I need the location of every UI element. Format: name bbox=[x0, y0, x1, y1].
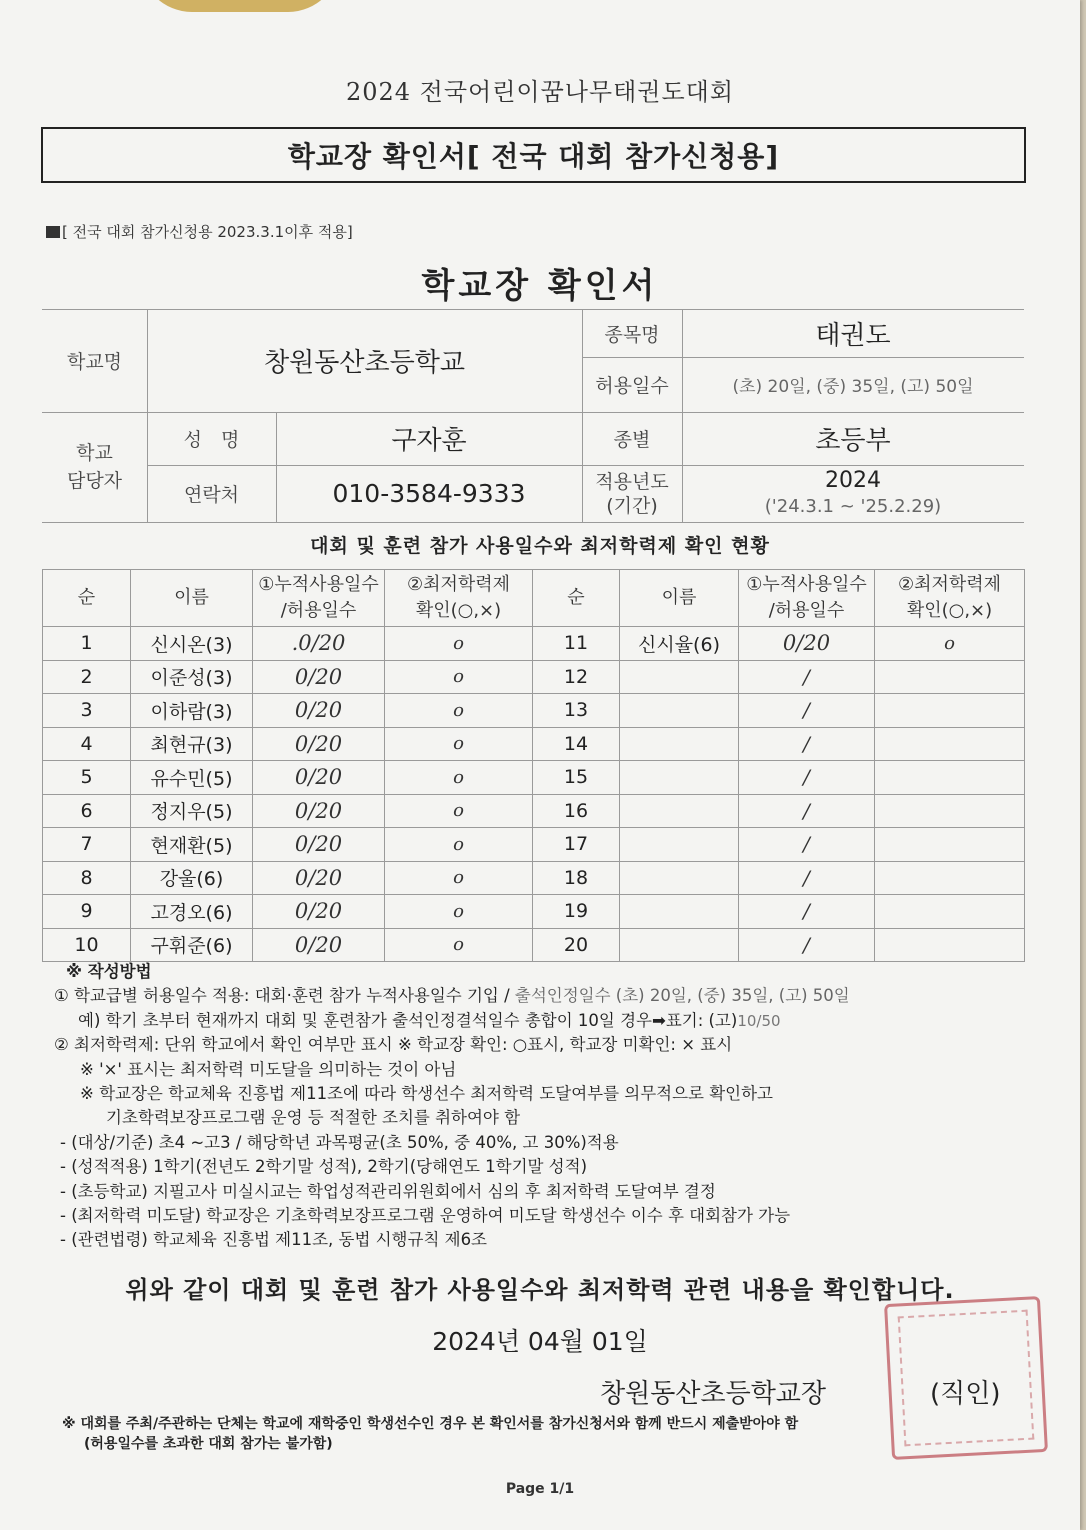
row-mark bbox=[875, 794, 1025, 828]
name-label: 성 명 bbox=[183, 429, 240, 451]
event-title: 2024 전국어린이꿈나무태권도대회 bbox=[345, 78, 735, 106]
row-days: / bbox=[739, 895, 875, 929]
row-days: / bbox=[739, 727, 875, 761]
table-row bbox=[43, 861, 1025, 895]
footnote: ※ 대회를 주최/주관하는 단체는 학교에 재학중인 학생선수인 경우 본 확인서를 참가신청서와 함께 반드시 제출받아야 함 (허용일수를 초과한 대회 참가는 불가함) bbox=[62, 1416, 799, 1452]
row-no: 2 bbox=[43, 660, 131, 694]
row-mark: o bbox=[385, 627, 533, 661]
row-name: 이하람(3) bbox=[131, 694, 253, 728]
instructions bbox=[54, 960, 1044, 1253]
header-name: 이름 bbox=[620, 570, 739, 627]
table-row bbox=[43, 828, 1025, 862]
row-no: 9 bbox=[43, 895, 131, 929]
year-value: 2024 bbox=[825, 467, 881, 493]
row-name bbox=[620, 828, 739, 862]
category-value: 초등부 bbox=[815, 426, 891, 456]
note-line: 예) 학기 초부터 현재까지 대회 및 훈련참가 출석인정결석일수 총합이 10일 경우➡표기: (고)10/50 bbox=[78, 1010, 781, 1030]
note-line: - (대상/기준) 초4 ~고3 / 해당학년 과목평균(초 50%, 중 40%, 고 30%)적용 bbox=[60, 1132, 619, 1152]
row-days: 0/20 bbox=[253, 727, 385, 761]
row-name bbox=[620, 727, 739, 761]
row-name: 고경오(6) bbox=[131, 895, 253, 929]
row-mark bbox=[875, 828, 1025, 862]
table-row bbox=[43, 928, 1025, 962]
row-days: 0/20 bbox=[739, 627, 875, 661]
row-days: 0/20 bbox=[253, 694, 385, 728]
row-mark bbox=[875, 761, 1025, 795]
row-no: 14 bbox=[533, 727, 620, 761]
row-name: 유수민(5) bbox=[131, 761, 253, 795]
row-no: 7 bbox=[43, 828, 131, 862]
notes-heading: ※ 작성방법 bbox=[66, 962, 152, 981]
row-days: 0/20 bbox=[253, 794, 385, 828]
row-no: 16 bbox=[533, 794, 620, 828]
row-no: 19 bbox=[533, 895, 620, 929]
row-mark bbox=[875, 660, 1025, 694]
row-name bbox=[620, 861, 739, 895]
row-days: 0/20 bbox=[253, 928, 385, 962]
row-mark bbox=[875, 928, 1025, 962]
row-no: 15 bbox=[533, 761, 620, 795]
row-name: 정지우(5) bbox=[131, 794, 253, 828]
note-line: ② 최저학력제: 단위 학교에서 확인 여부만 표시 ※ 학교장 확인: ○표시, 학교장 미확인: × 표시 bbox=[54, 1035, 733, 1055]
allowed-label: 허용일수 bbox=[595, 375, 669, 397]
row-name: 구휘준(6) bbox=[131, 928, 253, 962]
note-line: - (성적적용) 1학기(전년도 2학기말 성적), 2학기(당해연도 1학기말 성적) bbox=[60, 1157, 588, 1177]
row-no: 1 bbox=[43, 627, 131, 661]
row-no: 17 bbox=[533, 828, 620, 862]
row-mark: o bbox=[875, 627, 1025, 661]
issue-date: 2024년 04월 01일 bbox=[432, 1327, 648, 1356]
school-label: 학교명 bbox=[66, 351, 123, 373]
square-bullet-icon bbox=[46, 226, 60, 238]
row-name bbox=[620, 660, 739, 694]
participant-table bbox=[42, 569, 1025, 962]
row-mark: o bbox=[385, 761, 533, 795]
manager-label: 학교 담당자 bbox=[66, 442, 123, 492]
row-days: / bbox=[739, 694, 875, 728]
name-value: 구자훈 bbox=[391, 426, 467, 456]
header-min: ②최저학력제 확인(○,×) bbox=[385, 570, 533, 627]
row-days: 0/20 bbox=[253, 861, 385, 895]
table-header-row bbox=[43, 570, 1025, 627]
row-days: 0/20 bbox=[253, 761, 385, 795]
note-line: - (관련법령) 학교체육 진흥법 제11조, 동법 시행규칙 제6조 bbox=[60, 1230, 487, 1250]
note-line: - (최저학력 미도달) 학교장은 기초학력보장프로그램 운영하여 미도달 학생선수 이수 후 대회참가 가능 bbox=[60, 1206, 791, 1226]
header-days: ①누적사용일수 /허용일수 bbox=[739, 570, 875, 627]
row-no: 6 bbox=[43, 794, 131, 828]
row-name bbox=[620, 928, 739, 962]
row-mark bbox=[875, 727, 1025, 761]
boxed-title: 학교장 확인서[ 전국 대회 참가신청용] bbox=[41, 127, 1026, 183]
row-name bbox=[620, 761, 739, 795]
note-line: ※ 학교장은 학교체육 진흥법 제11조에 따라 학생선수 최저학력 도달여부를 의무적으로 확인하고 bbox=[80, 1084, 773, 1104]
header-name: 이름 bbox=[131, 570, 253, 627]
row-no: 3 bbox=[43, 694, 131, 728]
header-no: 순 bbox=[43, 570, 131, 627]
sport-label: 종목명 bbox=[604, 323, 660, 346]
sport-value: 태권도 bbox=[815, 320, 891, 351]
confirm-statement: 위와 같이 대회 및 훈련 참가 사용일수와 최저학력 관련 내용을 확인합니다. bbox=[125, 1276, 955, 1304]
row-mark: o bbox=[385, 828, 533, 862]
row-name: 신시율(6) bbox=[620, 627, 739, 661]
signer-name: 창원동산초등학교장 bbox=[600, 1379, 827, 1409]
row-no: 4 bbox=[43, 727, 131, 761]
row-days: 0/20 bbox=[253, 828, 385, 862]
medal-decoration bbox=[140, 0, 340, 12]
table-row bbox=[43, 727, 1025, 761]
row-mark: o bbox=[385, 794, 533, 828]
row-no: 5 bbox=[43, 761, 131, 795]
row-no: 13 bbox=[533, 694, 620, 728]
row-mark bbox=[875, 694, 1025, 728]
row-no: 18 bbox=[533, 861, 620, 895]
contact-label: 연락처 bbox=[183, 484, 240, 506]
allowed-value: (초) 20일, (중) 35일, (고) 50일 bbox=[732, 377, 974, 397]
row-no: 8 bbox=[43, 861, 131, 895]
row-days: 0/20 bbox=[253, 660, 385, 694]
row-days: / bbox=[739, 861, 875, 895]
note-line: 기초학력보장프로그램 운영 등 적절한 조치를 취하여야 함 bbox=[106, 1108, 521, 1128]
info-border bbox=[42, 522, 1024, 523]
year-period: ('24.3.1 ~ '25.2.29) bbox=[764, 495, 942, 517]
info-table bbox=[42, 309, 1024, 523]
table-row bbox=[43, 761, 1025, 795]
main-title: 학교장 확인서 bbox=[421, 266, 659, 306]
header-no: 순 bbox=[533, 570, 620, 627]
row-days: / bbox=[739, 828, 875, 862]
school-value: 창원동산초등학교 bbox=[264, 348, 465, 378]
row-name bbox=[620, 794, 739, 828]
header-min: ②최저학력제 확인(○,×) bbox=[875, 570, 1025, 627]
row-days: / bbox=[739, 794, 875, 828]
row-name bbox=[620, 694, 739, 728]
year-value-cell bbox=[682, 465, 1024, 522]
page-number: Page 1/1 bbox=[505, 1481, 575, 1497]
row-name: 신시온(3) bbox=[131, 627, 253, 661]
row-days: .0/20 bbox=[253, 627, 385, 661]
row-mark: o bbox=[385, 660, 533, 694]
table-subtitle: 대회 및 훈련 참가 사용일수와 최저학력제 확인 현황 bbox=[310, 535, 770, 557]
table-row bbox=[43, 895, 1025, 929]
table-row bbox=[43, 794, 1025, 828]
contact-value: 010-3584-9333 bbox=[332, 479, 526, 508]
row-no: 10 bbox=[43, 928, 131, 962]
applies-note: [ 전국 대회 참가신청용 2023.3.1이후 적용] bbox=[46, 221, 353, 242]
table-row bbox=[43, 660, 1025, 694]
seal-label: (직인) bbox=[930, 1379, 1001, 1409]
table-row bbox=[43, 627, 1025, 661]
note-line: ① 학교급별 허용일수 적용: 대회·훈련 참가 누적사용일수 기입 / 출석인정일수 (초) 20일, (중) 35일, (고) 50일 bbox=[54, 986, 850, 1006]
row-mark bbox=[875, 895, 1025, 929]
row-name: 현재환(5) bbox=[131, 828, 253, 862]
row-days: / bbox=[739, 928, 875, 962]
row-name bbox=[620, 895, 739, 929]
row-no: 20 bbox=[533, 928, 620, 962]
header-days: ①누적사용일수 /허용일수 bbox=[253, 570, 385, 627]
row-no: 11 bbox=[533, 627, 620, 661]
row-mark: o bbox=[385, 895, 533, 929]
row-days: 0/20 bbox=[253, 895, 385, 929]
note-line: - (초등학교) 지필고사 미실시교는 학업성적관리위원회에서 심의 후 최저학력 도달여부 결정 bbox=[60, 1181, 716, 1201]
year-label: 적용년도 (기간) bbox=[595, 470, 669, 517]
row-mark bbox=[875, 861, 1025, 895]
row-name: 최현규(3) bbox=[131, 727, 253, 761]
row-mark: o bbox=[385, 727, 533, 761]
note-line: ※ '×' 표시는 최저학력 미도달을 의미하는 것이 아님 bbox=[80, 1059, 457, 1079]
row-mark: o bbox=[385, 694, 533, 728]
row-mark: o bbox=[385, 928, 533, 962]
table-row bbox=[43, 694, 1025, 728]
row-no: 12 bbox=[533, 660, 620, 694]
row-name: 강울(6) bbox=[131, 861, 253, 895]
row-days: / bbox=[739, 761, 875, 795]
category-label: 종별 bbox=[613, 429, 651, 451]
row-mark: o bbox=[385, 861, 533, 895]
row-days: / bbox=[739, 660, 875, 694]
row-name: 이준성(3) bbox=[131, 660, 253, 694]
